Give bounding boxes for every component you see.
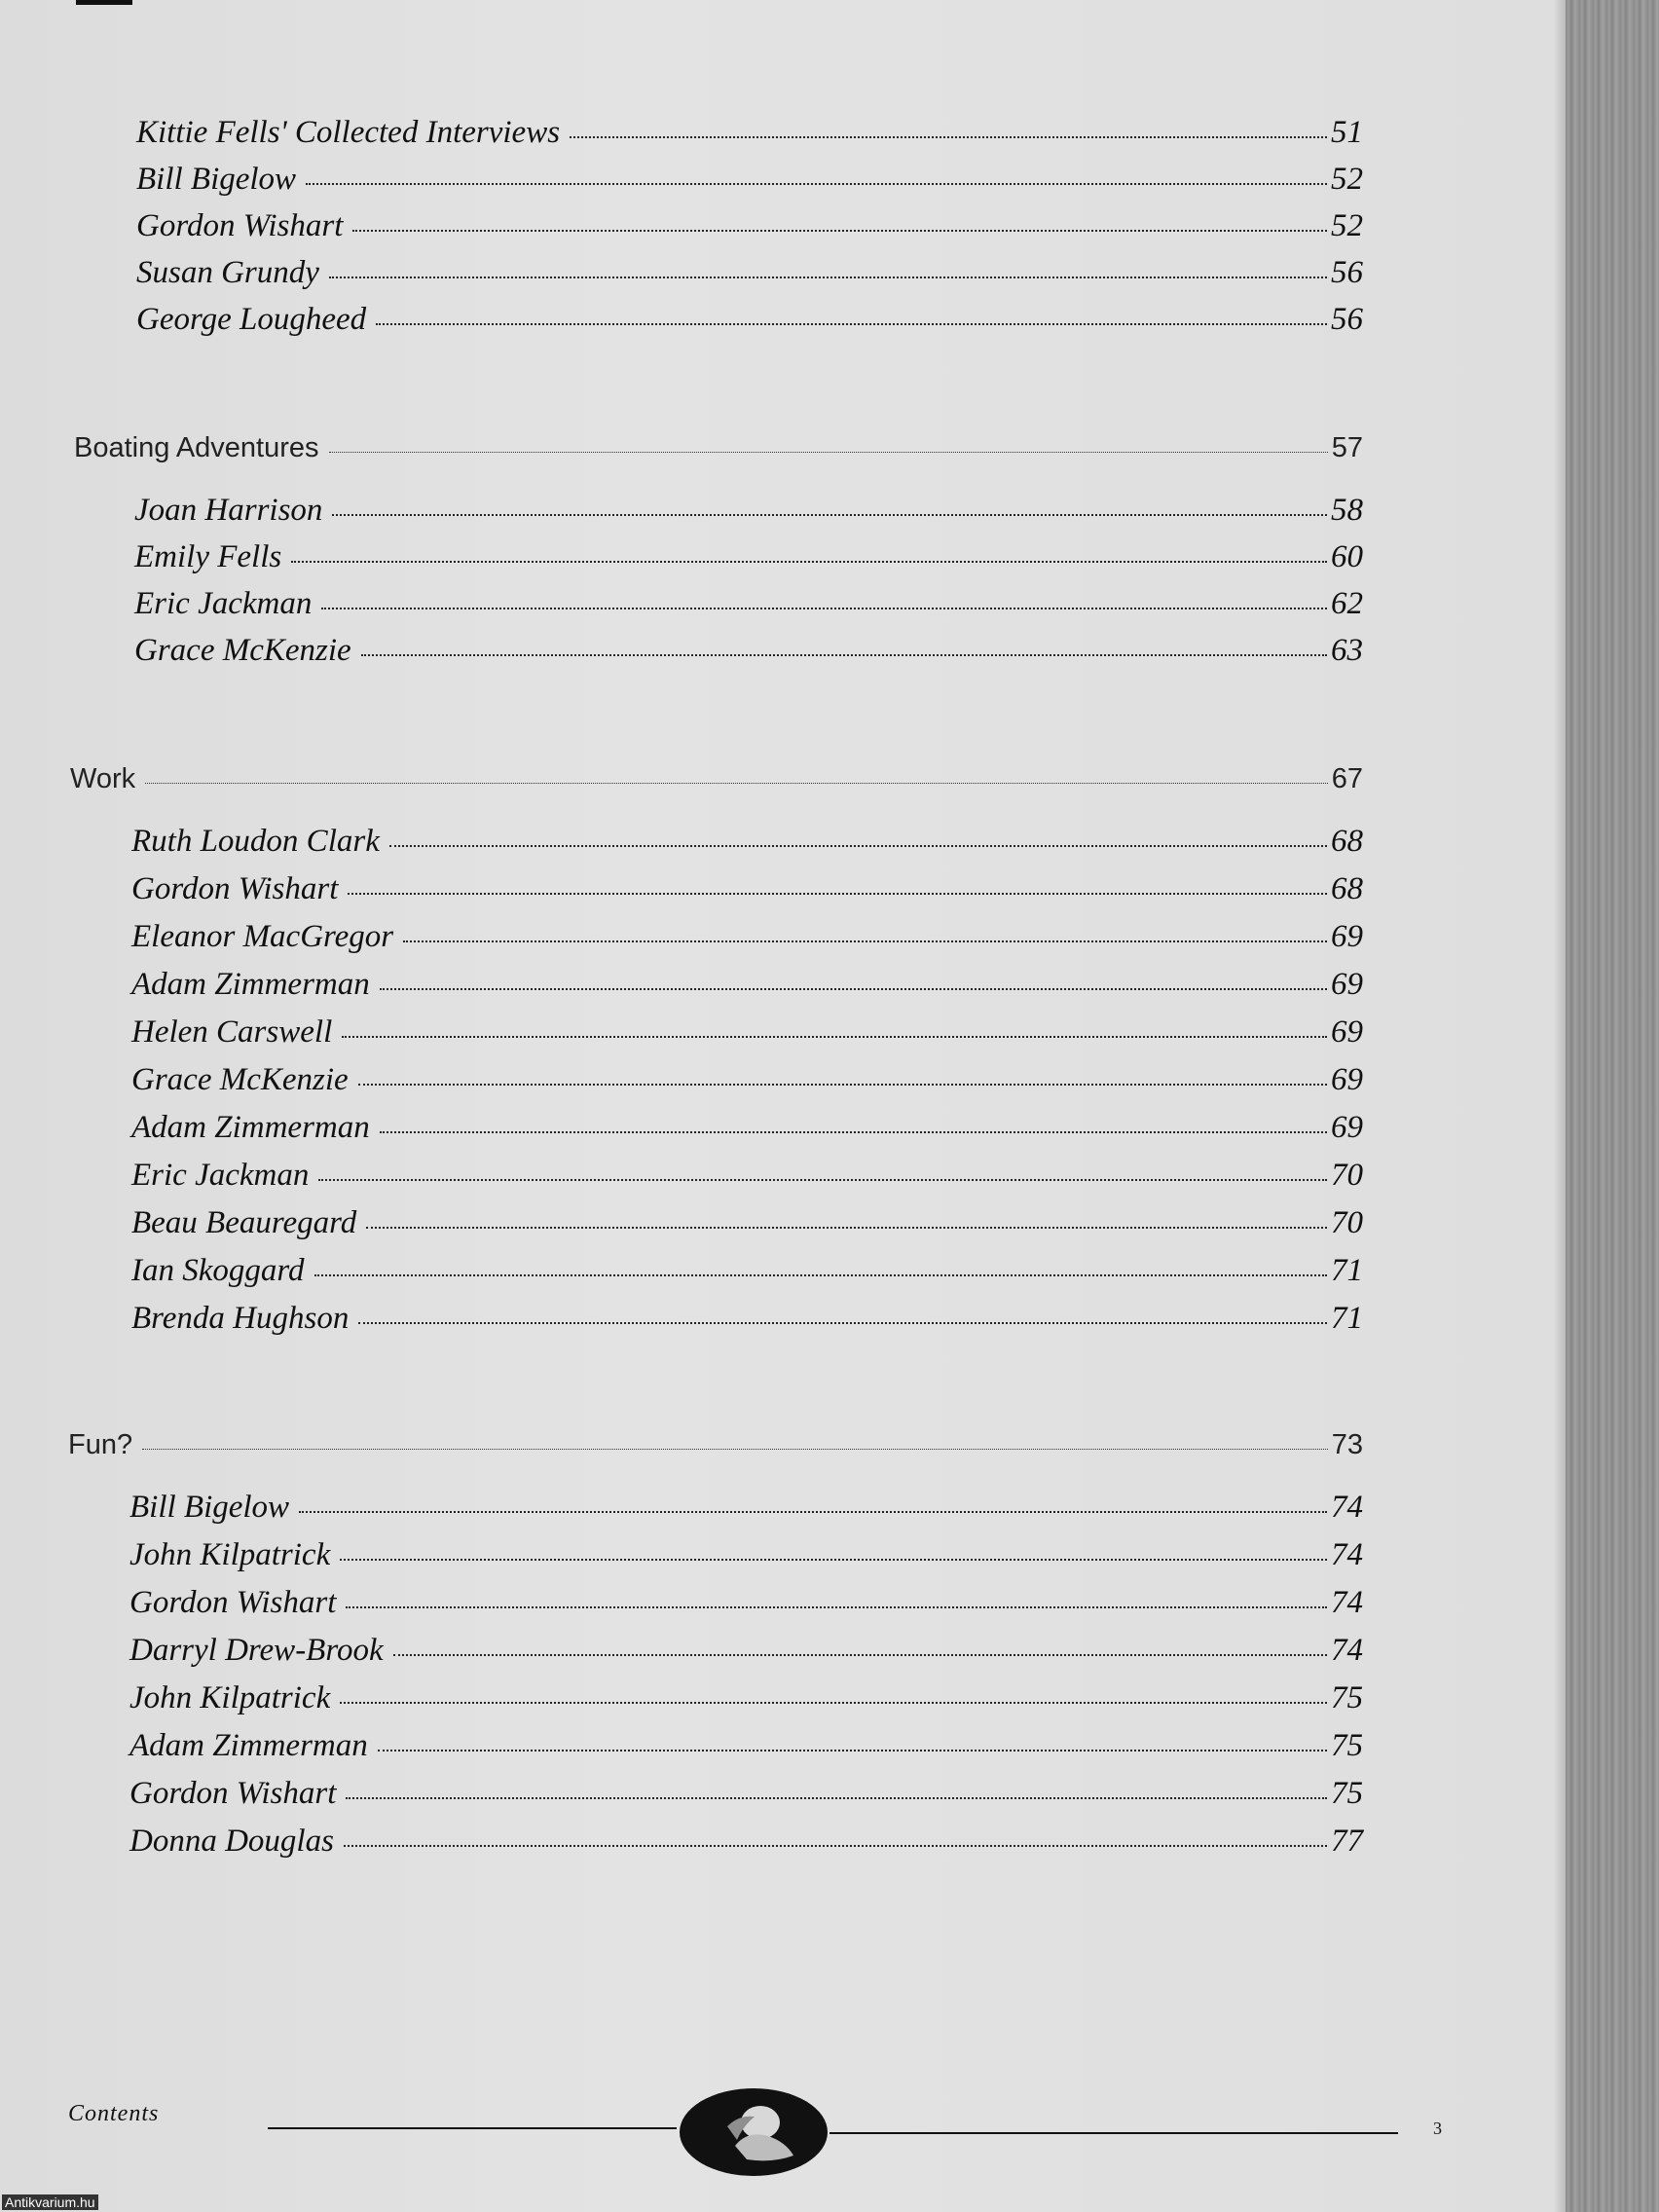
footer-rule [830, 2132, 1398, 2134]
toc-entry-name: Adam Zimmerman [129, 1728, 368, 1763]
toc-section-heading [70, 763, 1363, 802]
leader-dots [348, 893, 1327, 895]
toc-entry-page: 75 [1331, 1776, 1363, 1811]
leader-dots [389, 845, 1327, 847]
leader-dots [380, 988, 1327, 990]
leader-dots [342, 1036, 1327, 1038]
toc-entry-name: John Kilpatrick [129, 1537, 331, 1572]
toc-entry-name: Grace McKenzie [131, 1062, 349, 1097]
toc-entry [131, 1253, 1363, 1292]
section-title: Boating Adventures [74, 432, 319, 463]
toc-entry [129, 1728, 1363, 1767]
toc-entry-page: 68 [1331, 871, 1363, 906]
toc-entry [136, 255, 1363, 294]
toc-entry-name: Kittie Fells' Collected Interviews [136, 115, 561, 150]
toc-entry [136, 208, 1363, 247]
toc-entry-name: Adam Zimmerman [131, 1110, 370, 1145]
toc-entry-page: 69 [1331, 919, 1363, 954]
toc-entry [134, 493, 1363, 532]
toc-entry [134, 539, 1363, 578]
toc-entry [131, 824, 1363, 863]
toc-entry [129, 1680, 1363, 1719]
toc-entry-name: John Kilpatrick [129, 1680, 331, 1715]
toc-entry-page: 58 [1331, 493, 1363, 528]
toc-entry [129, 1824, 1363, 1862]
toc-entry [134, 633, 1363, 672]
toc-entry [131, 1205, 1363, 1244]
toc-entry [129, 1633, 1363, 1672]
leader-dots [380, 1131, 1327, 1133]
toc-entry-name: Gordon Wishart [136, 208, 344, 243]
toc-entry [136, 115, 1363, 154]
toc-entry [131, 919, 1363, 958]
leader-dots [358, 1084, 1327, 1086]
toc-entry-name: Grace McKenzie [134, 633, 351, 668]
toc-entry [129, 1776, 1363, 1815]
toc-entry-page: 62 [1331, 586, 1363, 621]
toc-entry [131, 1158, 1363, 1197]
toc-entry-page: 69 [1331, 1014, 1363, 1050]
toc-entry-page: 74 [1331, 1490, 1363, 1525]
section-page: 57 [1331, 432, 1363, 463]
toc-entry-page: 60 [1331, 539, 1363, 574]
toc-entry [131, 1062, 1363, 1101]
toc-entry-page: 51 [1331, 115, 1363, 150]
toc-entry [131, 1110, 1363, 1149]
section-page: 73 [1331, 1429, 1363, 1460]
footer-label: Contents [68, 2101, 160, 2126]
toc-entry [129, 1585, 1363, 1624]
leader-dots [329, 452, 1328, 453]
leader-dots [142, 1449, 1328, 1450]
toc-entry-page: 71 [1331, 1301, 1363, 1336]
toc-entry [131, 1301, 1363, 1340]
toc-entry [131, 967, 1363, 1006]
toc-entry-name: Darryl Drew-Brook [129, 1633, 384, 1668]
toc-entry-name: Ian Skoggard [131, 1253, 305, 1288]
toc-entry-name: Gordon Wishart [129, 1585, 337, 1620]
leader-dots [403, 940, 1327, 942]
watermark: Antikvarium.hu [2, 2194, 98, 2210]
leader-dots [321, 608, 1327, 609]
toc-entry-page: 77 [1331, 1824, 1363, 1859]
leader-dots [299, 1511, 1327, 1513]
leader-dots [366, 1227, 1327, 1229]
leader-dots [570, 136, 1327, 138]
toc-entry-name: Beau Beauregard [131, 1205, 357, 1240]
footer-rule [268, 2127, 677, 2129]
toc-entry [131, 871, 1363, 910]
toc-entry-name: Eric Jackman [134, 586, 313, 621]
toc-entry-name: Joan Harrison [134, 493, 323, 528]
toc-entry-name: Bill Bigelow [129, 1490, 290, 1525]
leader-dots [344, 1845, 1327, 1847]
toc-entry-name: Emily Fells [134, 539, 282, 574]
toc-entry-page: 70 [1331, 1205, 1363, 1240]
toc-entry-page: 68 [1331, 824, 1363, 859]
leader-dots [332, 514, 1327, 516]
leader-dots [145, 783, 1328, 784]
toc-entry-page: 56 [1331, 255, 1363, 290]
leader-dots [393, 1654, 1327, 1656]
toc-entry-name: George Lougheed [136, 302, 367, 337]
toc-section-heading [74, 432, 1363, 471]
footer-medallion-photo [679, 2087, 829, 2177]
wood-background [1566, 0, 1659, 2212]
toc-entry-name: Eleanor MacGregor [131, 919, 394, 954]
leader-dots [314, 1274, 1327, 1276]
toc-entry-page: 69 [1331, 967, 1363, 1002]
leader-dots [361, 654, 1327, 656]
toc-entry-page: 63 [1331, 633, 1363, 668]
toc-entry [136, 302, 1363, 341]
toc-entry-name: Eric Jackman [131, 1158, 310, 1193]
toc-entry-page: 74 [1331, 1585, 1363, 1620]
toc-section-heading [68, 1429, 1363, 1468]
leader-dots [340, 1559, 1327, 1561]
leader-dots [329, 276, 1327, 278]
toc-entry-name: Bill Bigelow [136, 162, 297, 197]
toc-entry-page: 75 [1331, 1680, 1363, 1715]
toc-entry-page: 74 [1331, 1633, 1363, 1668]
toc-entry [129, 1537, 1363, 1576]
toc-entry-name: Donna Douglas [129, 1824, 334, 1859]
toc-entry-page: 52 [1331, 162, 1363, 197]
footer-page-number: 3 [1433, 2119, 1442, 2138]
toc-entry [131, 1014, 1363, 1053]
toc-entry-page: 75 [1331, 1728, 1363, 1763]
toc-entry [134, 586, 1363, 625]
section-title: Fun? [68, 1429, 133, 1460]
toc-entry-page: 69 [1331, 1062, 1363, 1097]
leader-dots [306, 183, 1327, 185]
toc-entry-page: 56 [1331, 302, 1363, 337]
leader-dots [346, 1606, 1327, 1608]
leader-dots [340, 1702, 1327, 1704]
toc-entry-page: 70 [1331, 1158, 1363, 1193]
leader-dots [376, 323, 1327, 325]
leader-dots [352, 230, 1327, 232]
leader-dots [318, 1179, 1327, 1181]
toc-entry-page: 71 [1331, 1253, 1363, 1288]
leader-dots [378, 1750, 1327, 1751]
toc-entry-name: Ruth Loudon Clark [131, 824, 380, 859]
section-page: 67 [1331, 763, 1363, 794]
toc-entry-name: Gordon Wishart [131, 871, 339, 906]
toc-entry-page: 52 [1331, 208, 1363, 243]
toc-entry-name: Gordon Wishart [129, 1776, 337, 1811]
toc-entry-page: 74 [1331, 1537, 1363, 1572]
toc-entry-name: Adam Zimmerman [131, 967, 370, 1002]
toc-entry [129, 1490, 1363, 1529]
leader-dots [291, 561, 1327, 563]
section-title: Work [70, 763, 136, 794]
top-edge-mark [76, 0, 132, 5]
toc-entry-name: Susan Grundy [136, 255, 319, 290]
toc-entry-page: 69 [1331, 1110, 1363, 1145]
leader-dots [346, 1797, 1327, 1799]
toc-entry-name: Brenda Hughson [131, 1301, 350, 1336]
toc-entry-name: Helen Carswell [131, 1014, 333, 1050]
leader-dots [358, 1322, 1327, 1324]
toc-entry [136, 162, 1363, 201]
